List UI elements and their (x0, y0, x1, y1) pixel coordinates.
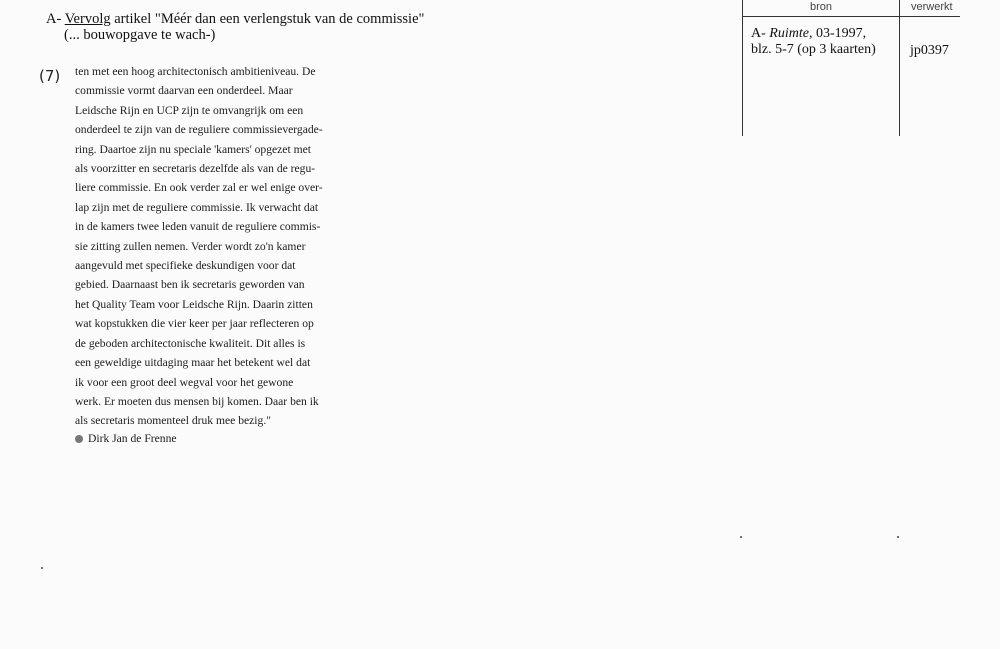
body-line: commissie vormt daarvan een onderdeel. Maar (75, 84, 293, 98)
body-line: als secretaris momenteel druk mee bezig." (75, 414, 271, 428)
body-line: lap zijn met de reguliere commissie. Ik verwacht dat (75, 200, 319, 214)
body-line: wat kopstukken die vier keer per jaar reflecteren op (75, 317, 314, 331)
table-divider-middle (899, 0, 900, 136)
handwritten-margin-number: (7) (39, 67, 61, 85)
header-line-2: (... bouwopgave te wach-) (64, 27, 216, 43)
body-line: aangevuld met specifieke deskundigen voor dat (75, 259, 296, 273)
body-line: werk. Er moeten dus mensen bij komen. Daar ben ik (75, 394, 319, 408)
body-line: Leidsche Rijn en UCP zijn te omvangrijk om een (75, 103, 304, 117)
source-line-2: blz. 5-7 (op 3 kaarten) (751, 42, 876, 57)
source-citation (751, 26, 876, 58)
source-prefix: A- (751, 26, 766, 41)
source-line-1 (751, 26, 876, 42)
source-date: , 03-1997, (808, 26, 867, 41)
body-line: in de kamers twee leden vanuit de reguliere commis- (75, 220, 321, 234)
scan-speck (897, 536, 899, 538)
header-prefix: A- (46, 11, 62, 27)
scan-speck (41, 567, 43, 569)
column-header-bron: bron (810, 1, 833, 13)
source-table (742, 0, 960, 136)
body-line: liere commissie. En ook verder zal er wel enige over- (75, 181, 323, 195)
table-divider-left (742, 0, 743, 136)
body-line: de geboden architectonische kwaliteit. Dit alles is (75, 336, 306, 350)
body-line: het Quality Team voor Leidsche Rijn. Daarin zitten (75, 297, 313, 311)
source-title: Ruimte (769, 26, 809, 41)
body-line: ten met een hoog architectonisch ambitieniveau. De (75, 65, 316, 78)
column-header-verwerkt: verwerkt (911, 1, 953, 13)
body-line: onderdeel te zijn van de reguliere commissievergade- (75, 123, 323, 137)
scan-speck (740, 536, 742, 538)
article-byline (75, 431, 177, 447)
document-header (46, 11, 424, 43)
body-line: een geweldige uitdaging maar het betekent wel dat (75, 356, 311, 370)
body-line: ik voor een groot deel wegval voor het gewone (75, 375, 294, 389)
header-title: artikel "Méér dan een verlengstuk van de commissie" (110, 11, 425, 27)
byline-author: Dirk Jan de Frenne (88, 432, 177, 445)
body-line: als voorzitter en secretaris dezelfde als van de regu- (75, 162, 316, 176)
byline-bullet-icon (75, 435, 83, 443)
article-body (75, 62, 365, 431)
verwerkt-code: jp0397 (910, 43, 949, 58)
header-vervolg: Vervolg (64, 11, 111, 27)
body-line: ring. Daartoe zijn nu speciale 'kamers' opgezet met (75, 142, 311, 156)
body-line: gebied. Daarnaast ben ik secretaris geworden van (75, 278, 305, 292)
body-line: sie zitting zullen nemen. Verder wordt zo'n kamer (75, 239, 306, 253)
table-header-rule (742, 16, 960, 17)
header-line-1 (46, 11, 424, 27)
